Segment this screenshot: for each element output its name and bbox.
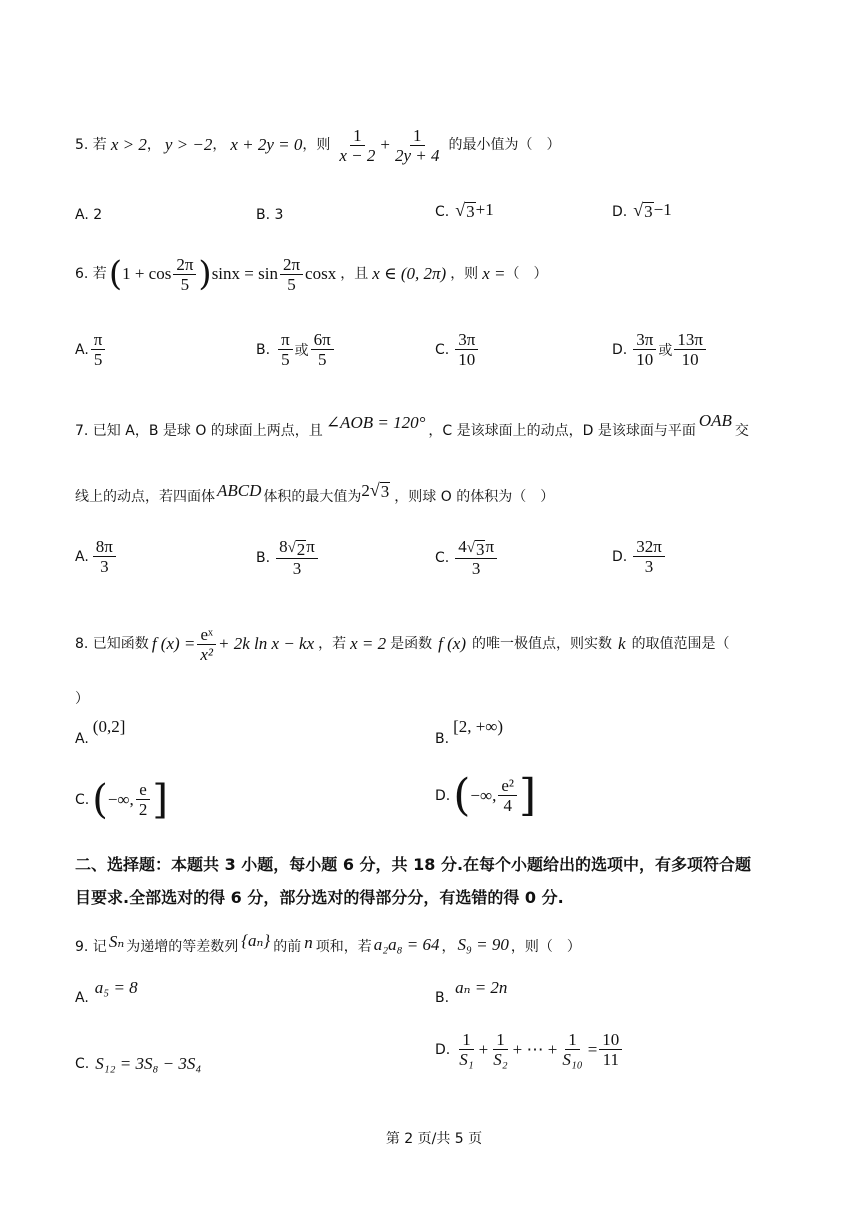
q7-maxval-sqrt: √ 3 xyxy=(369,480,390,501)
q8-option-c-close: ] xyxy=(152,776,168,823)
q5-fraction-1-den: x − 2 xyxy=(339,145,376,165)
q9-option-d-frac-1-num: 1 xyxy=(459,1030,474,1050)
q8-option-a xyxy=(75,717,126,747)
q9-option-d-result xyxy=(599,1030,622,1069)
q9-option-d-plus: + xyxy=(478,1039,489,1059)
q5-option-c-rest: +1 xyxy=(475,200,494,219)
q8-prefix: 8. 已知函数 xyxy=(75,636,149,652)
q6-option-b-num-2: 6π xyxy=(311,330,334,350)
q8-option-d-close: ] xyxy=(519,769,537,821)
q9-option-a-value: a₅ = 8 xyxy=(94,978,138,997)
q6-interval: x ∈ (0, 2π) xyxy=(372,264,447,283)
q5-then: ，则 xyxy=(302,137,331,153)
q7-option-c-pi: π xyxy=(485,537,495,556)
q6-option-a xyxy=(75,330,107,369)
q8-is-function: 是函数 xyxy=(390,636,433,652)
q6-option-c-den: 10 xyxy=(458,350,476,369)
q8-option-d-den: 4 xyxy=(503,796,512,815)
q6-option-a-num: π xyxy=(91,330,106,350)
q5-comma-1: ， xyxy=(146,137,161,153)
q9-option-d-result-num: 10 xyxy=(599,1030,622,1050)
q7-option-c-den: 3 xyxy=(471,559,481,578)
q8-fraction-num: eˣ xyxy=(197,625,215,645)
q6-cosx: cosx xyxy=(305,264,337,283)
q7-maxval-coef: 2 xyxy=(361,481,370,500)
q9-option-c-label: C. xyxy=(75,1056,90,1072)
q5-cond-1: x > 2 xyxy=(110,135,147,154)
q7-option-c-coef: 4 xyxy=(458,537,467,556)
q9-option-d-frac-2-den: S₂ xyxy=(493,1050,508,1069)
q7-line-1-a: 7. 已知 A，B 是球 O 的球面上两点，且 xyxy=(75,423,323,439)
q5-prefix: 5. 若 xyxy=(75,137,107,153)
q5-option-c-radicand: 3 xyxy=(466,202,475,221)
q9-option-d xyxy=(435,1030,624,1069)
q6-option-c-num: 3π xyxy=(455,330,478,350)
q6-fraction-2-den: 5 xyxy=(287,274,296,294)
q5-cond-2: y > −2 xyxy=(164,135,213,154)
q8-option-b-value: [2, +∞) xyxy=(453,717,504,736)
q8-if: ，若 xyxy=(318,636,347,652)
q7-option-a-label: A. xyxy=(75,548,89,565)
q8-option-c-left: −∞, xyxy=(107,789,134,809)
q9-cond-1: a₂a₈ = 64 xyxy=(373,935,440,954)
q7-option-b-coef: 8 xyxy=(279,537,288,556)
q8-option-a-label: A. xyxy=(75,731,89,747)
q5-fraction-2 xyxy=(392,126,443,165)
q9-n: n xyxy=(304,933,313,952)
q8-option-b-label: B. xyxy=(435,731,450,747)
q9-option-d-result-den: 11 xyxy=(602,1050,619,1069)
q8-fx-2: f (x) xyxy=(438,634,467,653)
q6-option-b-frac-2 xyxy=(311,330,334,369)
q8-unique-extremum: 的唯一极值点，则实数 xyxy=(472,636,613,652)
q5-option-d-radicand: 3 xyxy=(644,202,653,221)
q6-option-b-den-1: 5 xyxy=(281,350,290,369)
q9-option-b-label: B. xyxy=(435,990,450,1006)
q7-option-d-num: 32π xyxy=(633,537,665,557)
q8-stem xyxy=(75,618,730,670)
q6-paren-close: ) xyxy=(198,254,212,294)
q7-stem-line-2 xyxy=(75,476,554,506)
q7-line-1-b: ，C 是该球面上的动点，D 是该球面与平面 xyxy=(428,423,696,439)
q7-line-2-c: ，则球 O 的体积为（ ） xyxy=(394,489,555,505)
q7-option-c-num: 4 √ 3 π xyxy=(455,537,497,559)
q5-fraction-2-num: 1 xyxy=(410,126,425,146)
q8-option-d xyxy=(435,769,537,821)
q6-x-eq: x = xyxy=(482,264,506,283)
q9-option-d-frac-1 xyxy=(456,1030,476,1069)
q7-option-a xyxy=(75,537,118,576)
q6-option-c xyxy=(435,330,480,369)
q9-cond-2: S₉ = 90 xyxy=(457,935,509,954)
q5-option-d-sqrt: √ 3 xyxy=(633,200,653,221)
q6-option-b-or: 或 xyxy=(294,342,309,359)
q7-line-1-c: 交 xyxy=(734,423,749,439)
q5-fraction-1-num: 1 xyxy=(350,126,365,146)
q6-option-b-label: B. xyxy=(256,341,271,358)
q5-ask: 的最小值为（ ） xyxy=(448,137,561,153)
q9-option-d-frac-2-num: 1 xyxy=(493,1030,508,1050)
q9-option-c-value: S₁₂ = 3S₈ − 3S₄ xyxy=(95,1054,202,1073)
q6-fraction-num: 2π xyxy=(173,255,196,275)
q8-x-eq-2: x = 2 xyxy=(350,634,387,653)
q9-prefix: 9. 记 xyxy=(75,939,107,955)
q7-option-d-frac xyxy=(633,537,665,576)
q7-option-b-frac xyxy=(276,537,318,578)
q6-option-b-den-2: 5 xyxy=(317,350,327,369)
q9-stem xyxy=(75,926,581,956)
q9-sn: Sₙ xyxy=(108,932,125,951)
q8-option-d-frac xyxy=(498,776,517,815)
q7-maxval-radicand: 3 xyxy=(380,482,390,501)
q7-option-b-num: 8 √ 2 π xyxy=(276,537,318,559)
q7-option-b-label: B. xyxy=(256,549,271,566)
q5-option-a-text: A. 2 xyxy=(75,207,103,223)
q6-fraction-2-num: 2π xyxy=(280,255,303,275)
q9-comma: ， xyxy=(441,939,456,955)
q8-rest: + 2k ln x − kx xyxy=(218,634,315,653)
q8-stem-close xyxy=(75,690,89,708)
q9-option-b xyxy=(435,978,508,1006)
q8-close-paren: ） xyxy=(75,691,89,707)
q6-stem xyxy=(75,248,547,300)
q7-plane: OAB xyxy=(698,411,732,430)
q9-option-c xyxy=(75,1054,201,1074)
q9-option-d-dots: + ⋯ + xyxy=(512,1039,558,1059)
q8-option-a-value: (0,2] xyxy=(92,717,126,736)
q6-option-d-label: D. xyxy=(612,341,628,358)
q8-option-c-den: 2 xyxy=(138,800,148,819)
q6-then: ，则 xyxy=(450,266,479,282)
q6-option-c-frac xyxy=(455,330,478,369)
q9-option-b-value: aₙ = 2n xyxy=(455,978,508,997)
q7-option-b-den: 3 xyxy=(292,559,302,578)
q8-option-c-num: e xyxy=(136,780,150,800)
q9-option-a-label: A. xyxy=(75,990,89,1006)
q9-first: 的前 xyxy=(273,939,302,955)
q6-fraction-den: 5 xyxy=(180,274,190,294)
q8-option-d-label: D. xyxy=(435,787,451,804)
q7-option-d-label: D. xyxy=(612,548,628,565)
q6-option-d-frac-2 xyxy=(674,330,706,369)
q7-option-a-frac xyxy=(93,537,116,576)
q8-fraction xyxy=(197,625,216,664)
q5-option-b-text: B. 3 xyxy=(256,207,284,223)
q6-fraction-2 xyxy=(280,255,303,294)
q7-line-2-b: 体积的最大值为 xyxy=(263,489,362,505)
q8-option-c-open: ( xyxy=(92,776,108,823)
q7-option-c xyxy=(435,537,499,578)
q9-an: {aₙ} xyxy=(241,931,271,950)
q7-angle: ∠AOB = 120° xyxy=(325,413,426,432)
q5-option-d-rest: −1 xyxy=(653,200,672,219)
q9-option-d-frac-3-num: 1 xyxy=(565,1030,580,1050)
q5-plus: + xyxy=(380,135,391,154)
q7-option-c-label: C. xyxy=(435,549,450,566)
q6-fraction xyxy=(173,255,196,294)
q6-option-d xyxy=(612,330,708,369)
q8-range: 的取值范围是（ xyxy=(631,636,730,652)
q5-fraction-1 xyxy=(336,126,378,165)
q7-stem-line-1 xyxy=(75,410,749,440)
q5-option-a xyxy=(75,207,102,223)
q9-sum-if: 项和，若 xyxy=(315,939,372,955)
q8-k: k xyxy=(618,634,626,653)
q6-option-d-frac-1 xyxy=(633,330,656,369)
q7-option-d-den: 3 xyxy=(644,557,654,576)
q7-tetra: ABCD xyxy=(217,481,262,500)
q6-option-c-label: C. xyxy=(435,341,450,358)
q8-option-c xyxy=(75,776,168,823)
q5-cond-3: x + 2y = 0 xyxy=(230,135,303,154)
q5-option-d-label: D. xyxy=(612,204,628,220)
q7-option-c-radicand: 3 xyxy=(475,540,485,559)
q8-option-c-frac xyxy=(136,780,151,819)
q6-and: ，且 xyxy=(340,266,369,282)
q7-option-b xyxy=(256,537,320,578)
q6-option-a-den: 5 xyxy=(93,350,103,369)
q8-option-d-left: −∞, xyxy=(470,785,497,805)
q9-option-a xyxy=(75,978,138,1006)
q6-option-d-den-2: 10 xyxy=(681,350,699,369)
section-2-heading-line-2: 目要求.全部选对的得 6 分，部分选对的得部分分，有选错的得 0 分. xyxy=(75,888,564,907)
q9-option-d-frac-3-den: S₁₀ xyxy=(562,1050,583,1069)
q9-ask: ，则（ ） xyxy=(510,939,581,955)
q8-option-d-num: e² xyxy=(498,776,517,796)
q6-option-a-label: A. xyxy=(75,341,89,358)
q6-paren-open: ( xyxy=(108,254,123,294)
q9-increasing-seq: 为递增的等差数列 xyxy=(126,939,239,955)
page-footer: 第 2 页/共 5 页 xyxy=(385,1131,483,1147)
q5-option-c-label: C. xyxy=(435,204,450,220)
q8-fx: f (x) = xyxy=(151,634,196,653)
q8-option-d-open: ( xyxy=(453,769,471,821)
q6-option-b xyxy=(256,330,336,369)
q8-fraction-den: x² xyxy=(200,644,214,664)
q7-line-2-a: 线上的动点，若四面体 xyxy=(75,489,215,505)
q9-option-d-frac-2 xyxy=(490,1030,510,1069)
q6-option-b-frac-1 xyxy=(278,330,293,369)
section-2-heading-line-1: 二、选择题：本题共 3 小题，每小题 6 分，共 18 分.在每个小题给出的选项中，有多项符合题 xyxy=(75,855,752,874)
q5-option-c-sqrt: √ 3 xyxy=(455,200,475,221)
q6-option-a-frac xyxy=(91,330,106,369)
q9-option-d-label: D. xyxy=(435,1041,451,1058)
q7-option-c-frac xyxy=(455,537,497,578)
q6-ask: （ ） xyxy=(505,266,548,282)
q9-option-d-frac-1-den: S₁ xyxy=(459,1050,474,1069)
q5-option-b xyxy=(256,207,283,223)
q7-option-d xyxy=(612,537,667,576)
q5-stem xyxy=(75,120,561,170)
q6-prefix: 6. 若 xyxy=(75,266,107,282)
q5-option-c xyxy=(435,200,494,220)
q7-option-b-pi: π xyxy=(306,537,315,556)
section-2-heading xyxy=(75,852,805,911)
q8-option-c-label: C. xyxy=(75,791,90,808)
q6-option-d-num-1: 3π xyxy=(633,330,656,350)
q7-option-a-num: 8π xyxy=(93,537,116,557)
q9-option-d-frac-3 xyxy=(559,1030,585,1069)
q6-one-plus-cos: 1 + cos xyxy=(122,264,172,283)
q5-fraction-2-den: 2y + 4 xyxy=(395,145,440,165)
q7-option-b-radicand: 2 xyxy=(296,540,306,559)
q9-option-d-equals: = xyxy=(587,1039,598,1059)
q6-sinx: sinx = sin xyxy=(211,264,278,283)
q5-comma-2: ， xyxy=(212,137,227,153)
q6-option-d-den-1: 10 xyxy=(636,350,654,369)
q5-option-d xyxy=(612,200,672,220)
q8-option-b xyxy=(435,717,504,747)
q6-option-d-num-2: 13π xyxy=(674,330,706,350)
q6-option-b-num-1: π xyxy=(278,330,293,350)
q6-option-d-or: 或 xyxy=(658,342,673,359)
q7-option-a-den: 3 xyxy=(100,557,109,576)
